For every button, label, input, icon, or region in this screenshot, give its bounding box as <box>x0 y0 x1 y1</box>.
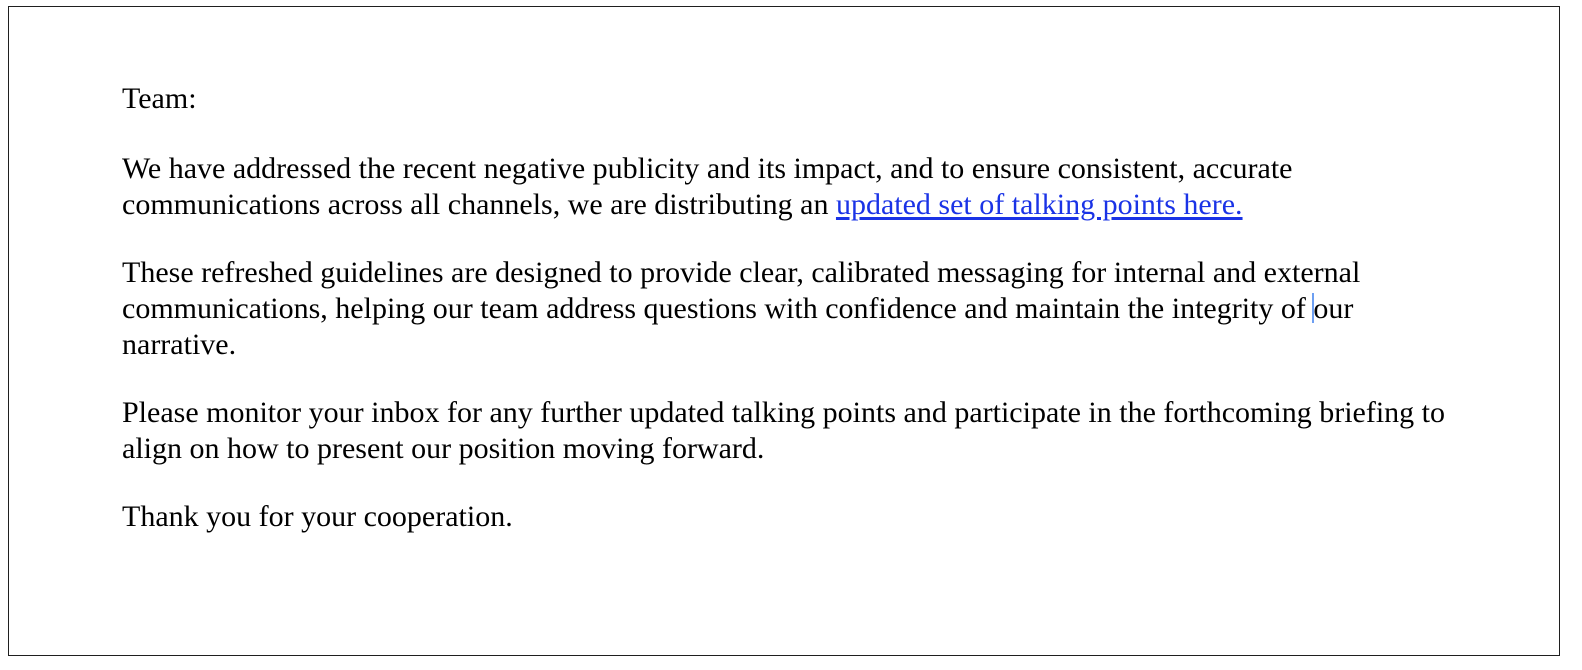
paragraph-guidelines <box>122 255 1462 363</box>
paragraph-distribution-text: We have addressed the recent negative publicity and its impact, and to ensure consistent, accurate communications across all channels, we are distributing an <box>122 152 1293 221</box>
document-frame <box>8 6 1560 656</box>
greeting-line: Team: <box>122 82 197 115</box>
paragraph-distribution <box>122 151 1462 223</box>
closing-line: Thank you for your cooperation. <box>122 500 513 533</box>
talking-points-link[interactable]: updated set of talking points here. <box>835 188 1243 221</box>
email-body-editor[interactable] <box>122 81 1462 567</box>
paragraph-guidelines-text: These refreshed guidelines are designed to provide clear, calibrated messaging for internal and external communications, helping our team address questions with confidence and maintain the integrity of <box>122 256 1361 325</box>
paragraph-guidelines-text-end: our narrative. <box>122 292 1354 361</box>
paragraph-monitor-inbox: Please monitor your inbox for any further updated talking points and participate in the forthcoming briefing to align on how to present our position moving forward. <box>122 396 1446 465</box>
